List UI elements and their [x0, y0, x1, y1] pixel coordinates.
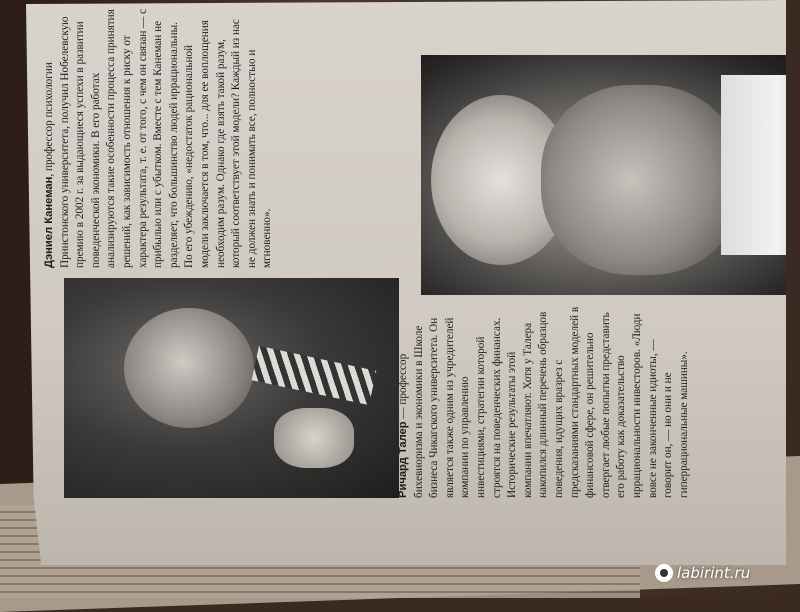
caption-kahneman — [42, 8, 276, 268]
caption-text: — профессор бихевиоризма и экономики в Школе бизнеса Чикагского университета. Он является также одним из учредителей компании по управлению инвестициями, стратегии которой строятся на поведенческих финансах. Исторические результаты этой компании впечатляют. Хотя у Талера накопился длинный перечень образцов поведения, идущих вразрез с предсказаниями стандартных моделей в финансовой сфере, он решительно отвергает любые попытки представить его работу как доказательство иррациональности инвесторов. «Люди вовсе не законченные идиоты, — говорит он, — но они и не гиперрациональные машины». — [397, 306, 690, 498]
caption-name: Дэниел Канеман — [43, 176, 55, 268]
watermark — [655, 560, 795, 586]
caption-name: Ричард Талер — [397, 421, 409, 498]
watermark-text: labirint.ru — [677, 564, 751, 582]
labirint-logo-icon — [655, 564, 673, 582]
photo-thaler — [421, 55, 800, 295]
portrait-tie — [252, 346, 377, 405]
caption-thaler — [396, 303, 692, 498]
portrait-face — [541, 85, 741, 275]
portrait-hands — [274, 408, 354, 468]
photo-kahneman — [64, 278, 399, 498]
portrait-face — [124, 308, 254, 428]
caption-text: , профессор психологии Принстонского университета, получил Нобелевскую премию в 2002 г. за выдающиеся успехи в развитии поведенческой экономики. В его работах анализируются такие особенности процесса принятия решений, как зависимость отношения к риску от характера результата, т. е. от того, с чем он связан — с прибылью или с убытком. Вместе с тем Канеман не разделяет, что большинство людей иррациональны. По его убеждению, «недостаток рациональной модели заключается в том, что... для ее воплощения необходим разум. Однако где взять такой разум, который соответствует этой модели? Каждый из нас не должен знать и понимать все, полностью и мгновенно». — [43, 8, 274, 268]
